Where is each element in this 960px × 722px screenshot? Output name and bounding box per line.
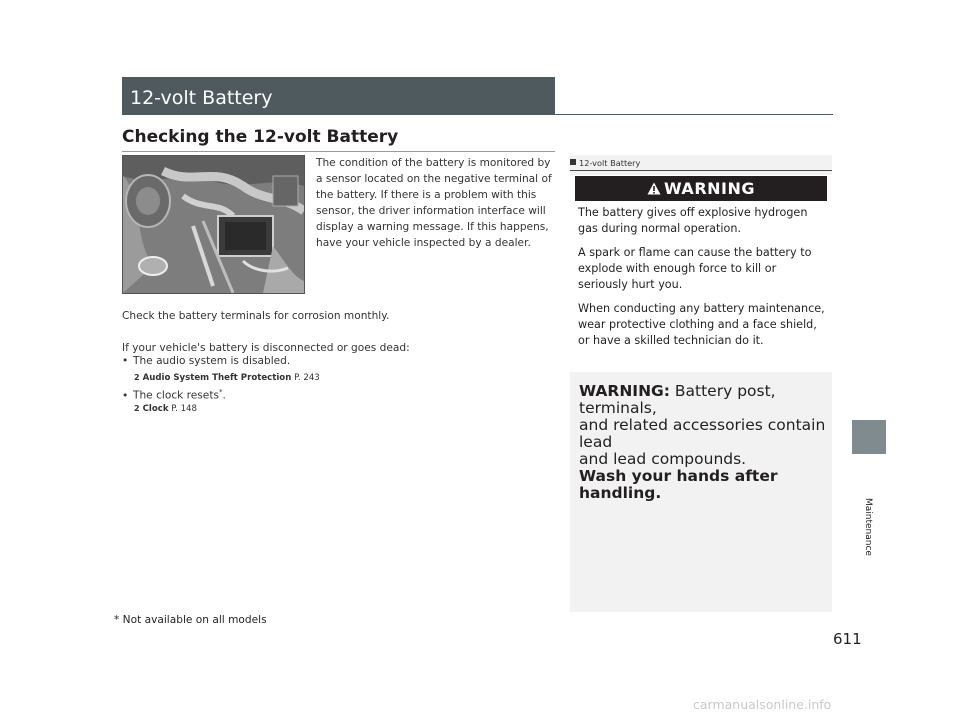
battery-dead-text: If your vehicle's battery is disconnected or goes dead:: [122, 342, 410, 354]
lead-warning-wash: Wash your hands after handling.: [579, 467, 778, 502]
heading-rule: [122, 151, 555, 152]
bullet-clock-resets: [122, 388, 226, 402]
xref-page: P. 148: [171, 404, 197, 414]
bullet-audio-disabled: [122, 355, 290, 367]
xref-title: Audio System Theft Protection: [142, 373, 292, 383]
xref-clock[interactable]: [134, 404, 197, 414]
page-number: 611: [833, 630, 862, 648]
warning-paragraph: When conducting any battery maintenance, wear protective clothing and a face shield, or have a skilled technician do it.: [578, 302, 825, 347]
check-terminals-text: Check the battery terminals for corrosion monthly.: [122, 310, 390, 322]
warning-triangle-icon: [647, 182, 661, 195]
warning-paragraph: The battery gives off explosive hydrogen gas during normal operation.: [578, 206, 808, 235]
cross-reference-icon: 2: [134, 404, 140, 413]
maintenance-tab-label: [846, 440, 892, 556]
bullet-period: .: [222, 389, 226, 402]
asterisk-mark: *: [219, 388, 223, 396]
xref-audio-theft[interactable]: [134, 373, 320, 383]
warning-body: [578, 205, 826, 357]
warning-title-wrap: [647, 179, 755, 198]
sidebar-label: [570, 158, 640, 168]
engine-bay-illustration: [123, 156, 304, 293]
sidebar-label-text: 12-volt Battery: [579, 158, 641, 168]
cross-reference-icon: 2: [134, 373, 140, 382]
bullet-dot: •: [122, 389, 129, 402]
lead-warning-line: and lead compounds.: [579, 450, 747, 468]
warning-title: WARNING: [664, 179, 755, 198]
bullet-text: The audio system is disabled.: [133, 355, 291, 367]
bullet-text: The clock resets: [133, 389, 219, 402]
header-rule: [555, 114, 833, 115]
warning-header: [575, 176, 827, 201]
lead-warning-line: Battery post, terminals,: [579, 382, 776, 417]
footnote: * Not available on all models: [114, 614, 267, 626]
lead-warning: [579, 383, 829, 502]
warning-paragraph: A spark or flame can cause the battery to explode with enough force to kill or seriously hurt you.: [578, 246, 812, 291]
sidebar-rule: [570, 170, 832, 171]
xref-page: P. 243: [294, 373, 320, 383]
lead-warning-label: WARNING:: [579, 382, 670, 400]
lead-warning-line: and related accessories contain lead: [579, 416, 826, 451]
section-title: 12-volt Battery: [130, 87, 273, 109]
xref-title: Clock: [142, 404, 169, 414]
bullet-dot: •: [122, 355, 129, 367]
intro-paragraph: The condition of the battery is monitored by a sensor located on the negative terminal of the battery. If there is a problem with this sensor, the driver information interface will display a warning message. If this happens, have your vehicle inspected by a dealer.: [316, 157, 552, 249]
main-heading: Checking the 12-volt Battery: [122, 127, 399, 147]
watermark: carmanualsonline.info: [693, 697, 832, 712]
warning-box: [570, 175, 832, 372]
section-header-bar: [122, 77, 555, 115]
maintenance-tab-text: Maintenance: [863, 498, 873, 556]
square-marker-icon: [570, 159, 576, 165]
engine-bay-photo: [122, 155, 305, 294]
